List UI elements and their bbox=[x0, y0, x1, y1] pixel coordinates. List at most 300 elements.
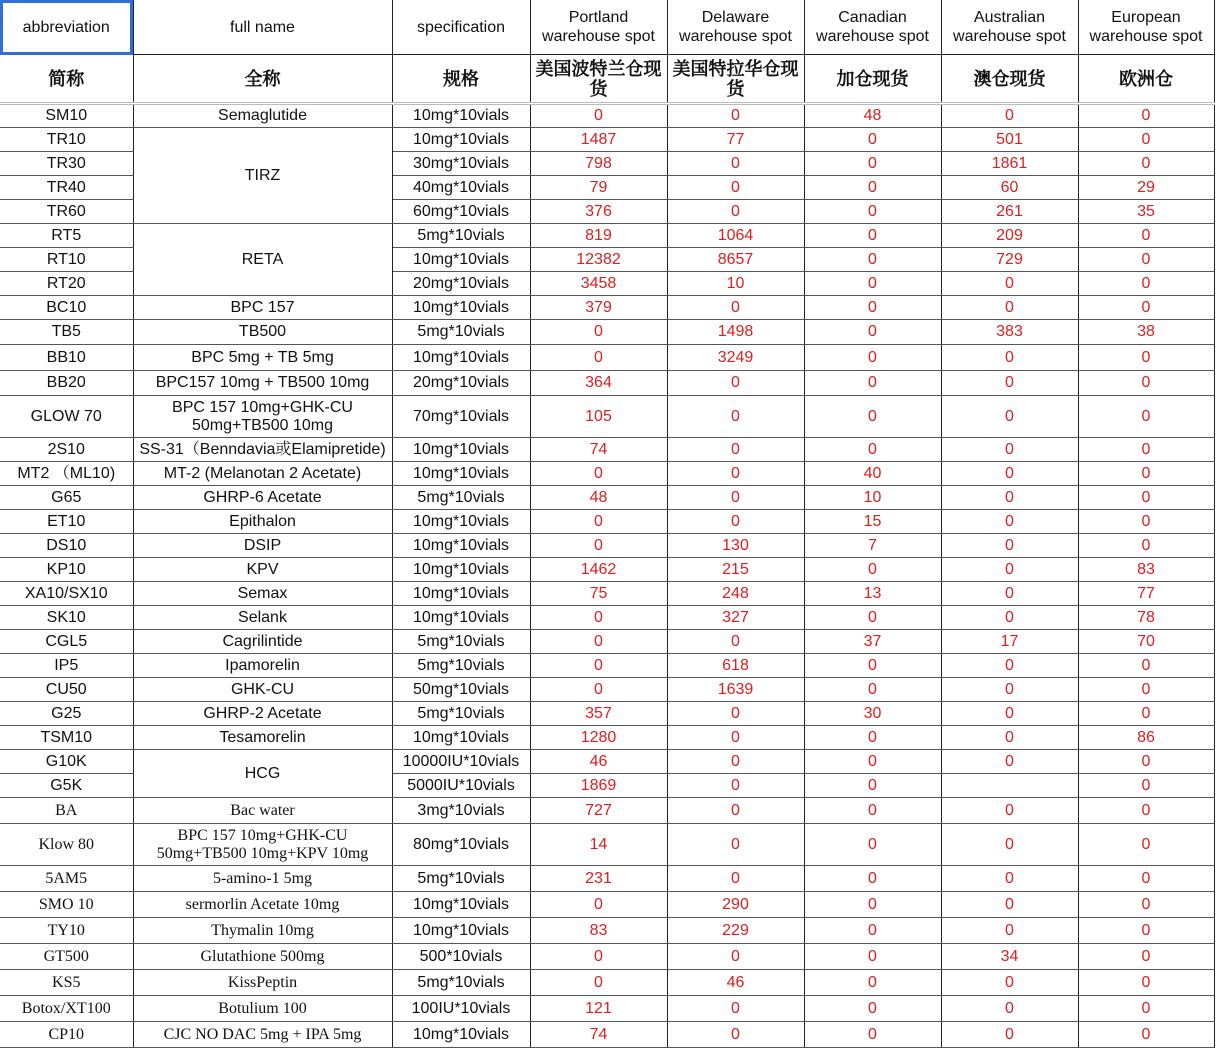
cell-portland-qty[interactable]: 0 bbox=[530, 606, 667, 630]
cell-abbreviation[interactable]: 2S10 bbox=[0, 438, 133, 462]
cell-delaware-qty[interactable]: 0 bbox=[667, 824, 804, 866]
cell-european-qty[interactable]: 0 bbox=[1078, 944, 1214, 970]
cell-delaware-qty[interactable]: 0 bbox=[667, 371, 804, 396]
cell-delaware-qty[interactable]: 0 bbox=[667, 296, 804, 320]
cell-australian-qty[interactable]: 0 bbox=[941, 798, 1078, 824]
cell-european-qty[interactable]: 0 bbox=[1078, 866, 1214, 892]
header-zh-european[interactable]: 欧洲仓 bbox=[1078, 55, 1214, 104]
cell-specification[interactable]: 10000IU*10vials bbox=[392, 750, 530, 774]
cell-specification[interactable]: 10mg*10vials bbox=[392, 510, 530, 534]
cell-australian-qty[interactable]: 0 bbox=[941, 396, 1078, 438]
cell-full-name[interactable]: 5-amino-1 5mg bbox=[133, 866, 392, 892]
cell-portland-qty[interactable]: 1869 bbox=[530, 774, 667, 798]
header-zh-australian[interactable]: 澳仓现货 bbox=[941, 55, 1078, 104]
cell-canadian-qty[interactable]: 0 bbox=[804, 320, 941, 345]
cell-portland-qty[interactable]: 74 bbox=[530, 1022, 667, 1048]
cell-delaware-qty[interactable]: 0 bbox=[667, 176, 804, 200]
cell-specification[interactable]: 5000IU*10vials bbox=[392, 774, 530, 798]
cell-european-qty[interactable]: 0 bbox=[1078, 296, 1214, 320]
cell-specification[interactable]: 10mg*10vials bbox=[392, 606, 530, 630]
cell-canadian-qty[interactable]: 0 bbox=[804, 798, 941, 824]
cell-abbreviation[interactable]: Botox/XT100 bbox=[0, 996, 133, 1022]
cell-portland-qty[interactable]: 0 bbox=[530, 630, 667, 654]
cell-abbreviation[interactable]: TY10 bbox=[0, 918, 133, 944]
cell-specification[interactable]: 20mg*10vials bbox=[392, 272, 530, 296]
cell-delaware-qty[interactable]: 0 bbox=[667, 1022, 804, 1048]
cell-delaware-qty[interactable]: 0 bbox=[667, 396, 804, 438]
cell-european-qty[interactable]: 0 bbox=[1078, 774, 1214, 798]
cell-australian-qty[interactable]: 1861 bbox=[941, 152, 1078, 176]
cell-specification[interactable]: 10mg*10vials bbox=[392, 438, 530, 462]
cell-full-name[interactable]: Semaglutide bbox=[133, 104, 392, 128]
cell-abbreviation[interactable]: CGL5 bbox=[0, 630, 133, 654]
cell-specification[interactable]: 5mg*10vials bbox=[392, 970, 530, 996]
cell-specification[interactable]: 70mg*10vials bbox=[392, 396, 530, 438]
cell-full-name[interactable]: BPC157 10mg + TB500 10mg bbox=[133, 371, 392, 396]
cell-australian-qty[interactable]: 0 bbox=[941, 678, 1078, 702]
cell-portland-qty[interactable]: 46 bbox=[530, 750, 667, 774]
cell-specification[interactable]: 5mg*10vials bbox=[392, 486, 530, 510]
cell-abbreviation[interactable]: KS5 bbox=[0, 970, 133, 996]
cell-european-qty[interactable]: 0 bbox=[1078, 798, 1214, 824]
cell-abbreviation[interactable]: CP10 bbox=[0, 1022, 133, 1048]
cell-australian-qty[interactable]: 209 bbox=[941, 224, 1078, 248]
cell-full-name[interactable]: Ipamorelin bbox=[133, 654, 392, 678]
cell-delaware-qty[interactable]: 0 bbox=[667, 510, 804, 534]
cell-canadian-qty[interactable]: 10 bbox=[804, 486, 941, 510]
header-portland[interactable]: Portland warehouse spot bbox=[530, 0, 667, 55]
cell-canadian-qty[interactable]: 37 bbox=[804, 630, 941, 654]
cell-australian-qty[interactable]: 0 bbox=[941, 750, 1078, 774]
cell-portland-qty[interactable]: 0 bbox=[530, 970, 667, 996]
header-full-name[interactable]: full name bbox=[133, 0, 392, 55]
cell-european-qty[interactable]: 0 bbox=[1078, 996, 1214, 1022]
cell-canadian-qty[interactable]: 0 bbox=[804, 272, 941, 296]
cell-specification[interactable]: 20mg*10vials bbox=[392, 371, 530, 396]
cell-portland-qty[interactable]: 0 bbox=[530, 510, 667, 534]
header-zh-abbreviation[interactable]: 简称 bbox=[0, 55, 133, 104]
cell-delaware-qty[interactable]: 618 bbox=[667, 654, 804, 678]
cell-full-name[interactable]: KissPeptin bbox=[133, 970, 392, 996]
cell-australian-qty[interactable]: 0 bbox=[941, 970, 1078, 996]
cell-portland-qty[interactable]: 14 bbox=[530, 824, 667, 866]
cell-full-name[interactable]: RETA bbox=[133, 224, 392, 296]
cell-abbreviation[interactable]: XA10/SX10 bbox=[0, 582, 133, 606]
cell-abbreviation[interactable]: GLOW 70 bbox=[0, 396, 133, 438]
cell-australian-qty[interactable]: 0 bbox=[941, 296, 1078, 320]
cell-australian-qty[interactable]: 34 bbox=[941, 944, 1078, 970]
cell-abbreviation[interactable]: RT5 bbox=[0, 224, 133, 248]
cell-canadian-qty[interactable]: 0 bbox=[804, 200, 941, 224]
cell-portland-qty[interactable]: 376 bbox=[530, 200, 667, 224]
cell-australian-qty[interactable]: 0 bbox=[941, 892, 1078, 918]
cell-specification[interactable]: 10mg*10vials bbox=[392, 104, 530, 128]
cell-australian-qty[interactable]: 0 bbox=[941, 866, 1078, 892]
cell-portland-qty[interactable]: 357 bbox=[530, 702, 667, 726]
cell-specification[interactable]: 5mg*10vials bbox=[392, 320, 530, 345]
cell-european-qty[interactable]: 0 bbox=[1078, 510, 1214, 534]
cell-portland-qty[interactable]: 727 bbox=[530, 798, 667, 824]
cell-delaware-qty[interactable]: 0 bbox=[667, 462, 804, 486]
cell-canadian-qty[interactable]: 40 bbox=[804, 462, 941, 486]
cell-specification[interactable]: 100IU*10vials bbox=[392, 996, 530, 1022]
cell-specification[interactable]: 10mg*10vials bbox=[392, 462, 530, 486]
cell-abbreviation[interactable]: G25 bbox=[0, 702, 133, 726]
cell-canadian-qty[interactable]: 0 bbox=[804, 558, 941, 582]
cell-abbreviation[interactable]: G65 bbox=[0, 486, 133, 510]
cell-abbreviation[interactable]: TR40 bbox=[0, 176, 133, 200]
cell-abbreviation[interactable]: TR10 bbox=[0, 128, 133, 152]
cell-delaware-qty[interactable]: 1064 bbox=[667, 224, 804, 248]
cell-delaware-qty[interactable]: 0 bbox=[667, 750, 804, 774]
cell-full-name[interactable]: CJC NO DAC 5mg + IPA 5mg bbox=[133, 1022, 392, 1048]
cell-canadian-qty[interactable]: 0 bbox=[804, 345, 941, 371]
cell-specification[interactable]: 10mg*10vials bbox=[392, 918, 530, 944]
cell-abbreviation[interactable]: TSM10 bbox=[0, 726, 133, 750]
cell-delaware-qty[interactable]: 0 bbox=[667, 798, 804, 824]
cell-portland-qty[interactable]: 0 bbox=[530, 944, 667, 970]
cell-full-name[interactable]: MT-2 (Melanotan 2 Acetate) bbox=[133, 462, 392, 486]
cell-specification[interactable]: 60mg*10vials bbox=[392, 200, 530, 224]
cell-delaware-qty[interactable]: 0 bbox=[667, 152, 804, 176]
cell-abbreviation[interactable]: 5AM5 bbox=[0, 866, 133, 892]
cell-australian-qty[interactable]: 17 bbox=[941, 630, 1078, 654]
cell-delaware-qty[interactable]: 0 bbox=[667, 630, 804, 654]
cell-abbreviation[interactable]: CU50 bbox=[0, 678, 133, 702]
cell-australian-qty[interactable]: 0 bbox=[941, 1022, 1078, 1048]
cell-specification[interactable]: 10mg*10vials bbox=[392, 892, 530, 918]
cell-specification[interactable]: 30mg*10vials bbox=[392, 152, 530, 176]
cell-european-qty[interactable]: 86 bbox=[1078, 726, 1214, 750]
cell-canadian-qty[interactable]: 7 bbox=[804, 534, 941, 558]
cell-delaware-qty[interactable]: 0 bbox=[667, 702, 804, 726]
cell-delaware-qty[interactable]: 229 bbox=[667, 918, 804, 944]
cell-european-qty[interactable]: 0 bbox=[1078, 345, 1214, 371]
cell-canadian-qty[interactable]: 0 bbox=[804, 396, 941, 438]
cell-european-qty[interactable]: 0 bbox=[1078, 678, 1214, 702]
cell-full-name[interactable]: sermorlin Acetate 10mg bbox=[133, 892, 392, 918]
header-zh-full-name[interactable]: 全称 bbox=[133, 55, 392, 104]
cell-canadian-qty[interactable]: 0 bbox=[804, 128, 941, 152]
cell-european-qty[interactable]: 0 bbox=[1078, 702, 1214, 726]
cell-specification[interactable]: 10mg*10vials bbox=[392, 534, 530, 558]
cell-delaware-qty[interactable]: 8657 bbox=[667, 248, 804, 272]
cell-portland-qty[interactable]: 798 bbox=[530, 152, 667, 176]
cell-abbreviation[interactable]: G5K bbox=[0, 774, 133, 798]
cell-delaware-qty[interactable]: 0 bbox=[667, 866, 804, 892]
cell-european-qty[interactable]: 0 bbox=[1078, 918, 1214, 944]
cell-specification[interactable]: 5mg*10vials bbox=[392, 630, 530, 654]
cell-european-qty[interactable]: 0 bbox=[1078, 371, 1214, 396]
cell-specification[interactable]: 5mg*10vials bbox=[392, 702, 530, 726]
cell-portland-qty[interactable]: 0 bbox=[530, 892, 667, 918]
cell-european-qty[interactable]: 0 bbox=[1078, 128, 1214, 152]
cell-canadian-qty[interactable]: 0 bbox=[804, 918, 941, 944]
cell-european-qty[interactable]: 0 bbox=[1078, 824, 1214, 866]
cell-australian-qty[interactable]: 0 bbox=[941, 371, 1078, 396]
header-abbreviation[interactable]: abbreviation bbox=[0, 0, 133, 55]
cell-canadian-qty[interactable]: 0 bbox=[804, 726, 941, 750]
cell-european-qty[interactable]: 0 bbox=[1078, 104, 1214, 128]
cell-european-qty[interactable]: 0 bbox=[1078, 272, 1214, 296]
cell-european-qty[interactable]: 0 bbox=[1078, 438, 1214, 462]
cell-portland-qty[interactable]: 3458 bbox=[530, 272, 667, 296]
cell-canadian-qty[interactable]: 0 bbox=[804, 892, 941, 918]
cell-portland-qty[interactable]: 0 bbox=[530, 678, 667, 702]
cell-european-qty[interactable]: 0 bbox=[1078, 486, 1214, 510]
cell-full-name[interactable]: Botulium 100 bbox=[133, 996, 392, 1022]
cell-full-name[interactable]: Bac water bbox=[133, 798, 392, 824]
cell-canadian-qty[interactable]: 0 bbox=[804, 438, 941, 462]
cell-canadian-qty[interactable]: 0 bbox=[804, 1022, 941, 1048]
header-european[interactable]: European warehouse spot bbox=[1078, 0, 1214, 55]
cell-full-name[interactable]: GHRP-6 Acetate bbox=[133, 486, 392, 510]
header-zh-delaware[interactable]: 美国特拉华仓现货 bbox=[667, 55, 804, 104]
cell-delaware-qty[interactable]: 0 bbox=[667, 104, 804, 128]
cell-specification[interactable]: 3mg*10vials bbox=[392, 798, 530, 824]
cell-full-name[interactable]: TB500 bbox=[133, 320, 392, 345]
cell-european-qty[interactable]: 0 bbox=[1078, 892, 1214, 918]
cell-portland-qty[interactable]: 819 bbox=[530, 224, 667, 248]
cell-portland-qty[interactable]: 12382 bbox=[530, 248, 667, 272]
cell-abbreviation[interactable]: SMO 10 bbox=[0, 892, 133, 918]
cell-european-qty[interactable]: 0 bbox=[1078, 1022, 1214, 1048]
cell-australian-qty[interactable]: 0 bbox=[941, 486, 1078, 510]
cell-abbreviation[interactable]: BC10 bbox=[0, 296, 133, 320]
cell-australian-qty[interactable]: 0 bbox=[941, 654, 1078, 678]
cell-abbreviation[interactable]: IP5 bbox=[0, 654, 133, 678]
cell-european-qty[interactable]: 0 bbox=[1078, 534, 1214, 558]
cell-full-name[interactable]: Semax bbox=[133, 582, 392, 606]
cell-australian-qty[interactable]: 60 bbox=[941, 176, 1078, 200]
cell-abbreviation[interactable]: RT20 bbox=[0, 272, 133, 296]
cell-portland-qty[interactable]: 48 bbox=[530, 486, 667, 510]
cell-full-name[interactable]: Cagrilintide bbox=[133, 630, 392, 654]
cell-abbreviation[interactable]: BB10 bbox=[0, 345, 133, 371]
cell-specification[interactable]: 40mg*10vials bbox=[392, 176, 530, 200]
cell-european-qty[interactable]: 0 bbox=[1078, 654, 1214, 678]
cell-delaware-qty[interactable]: 0 bbox=[667, 200, 804, 224]
cell-portland-qty[interactable]: 0 bbox=[530, 104, 667, 128]
cell-canadian-qty[interactable]: 0 bbox=[804, 176, 941, 200]
cell-full-name[interactable]: TIRZ bbox=[133, 128, 392, 224]
cell-full-name[interactable]: HCG bbox=[133, 750, 392, 798]
cell-delaware-qty[interactable]: 0 bbox=[667, 944, 804, 970]
header-specification[interactable]: specification bbox=[392, 0, 530, 55]
header-zh-portland[interactable]: 美国波特兰仓现货 bbox=[530, 55, 667, 104]
cell-portland-qty[interactable]: 105 bbox=[530, 396, 667, 438]
cell-european-qty[interactable]: 0 bbox=[1078, 152, 1214, 176]
cell-canadian-qty[interactable]: 0 bbox=[804, 224, 941, 248]
cell-australian-qty[interactable]: 0 bbox=[941, 606, 1078, 630]
cell-portland-qty[interactable]: 83 bbox=[530, 918, 667, 944]
cell-specification[interactable]: 10mg*10vials bbox=[392, 1022, 530, 1048]
cell-european-qty[interactable]: 78 bbox=[1078, 606, 1214, 630]
cell-full-name[interactable]: Epithalon bbox=[133, 510, 392, 534]
cell-portland-qty[interactable]: 1487 bbox=[530, 128, 667, 152]
cell-abbreviation[interactable]: Klow 80 bbox=[0, 824, 133, 866]
cell-australian-qty[interactable]: 0 bbox=[941, 104, 1078, 128]
header-zh-specification[interactable]: 规格 bbox=[392, 55, 530, 104]
cell-portland-qty[interactable]: 1280 bbox=[530, 726, 667, 750]
cell-australian-qty[interactable]: 261 bbox=[941, 200, 1078, 224]
cell-canadian-qty[interactable]: 13 bbox=[804, 582, 941, 606]
cell-abbreviation[interactable]: TR30 bbox=[0, 152, 133, 176]
cell-full-name[interactable]: BPC 157 10mg+GHK-CU 50mg+TB500 10mg bbox=[133, 396, 392, 438]
cell-canadian-qty[interactable]: 0 bbox=[804, 970, 941, 996]
cell-canadian-qty[interactable]: 0 bbox=[804, 774, 941, 798]
cell-abbreviation[interactable]: SK10 bbox=[0, 606, 133, 630]
cell-canadian-qty[interactable]: 0 bbox=[804, 371, 941, 396]
cell-australian-qty[interactable]: 0 bbox=[941, 510, 1078, 534]
cell-abbreviation[interactable]: G10K bbox=[0, 750, 133, 774]
cell-canadian-qty[interactable]: 0 bbox=[804, 678, 941, 702]
cell-portland-qty[interactable]: 0 bbox=[530, 462, 667, 486]
cell-australian-qty[interactable]: 0 bbox=[941, 726, 1078, 750]
cell-australian-qty[interactable]: 0 bbox=[941, 272, 1078, 296]
cell-specification[interactable]: 10mg*10vials bbox=[392, 345, 530, 371]
cell-specification[interactable]: 5mg*10vials bbox=[392, 224, 530, 248]
cell-canadian-qty[interactable]: 0 bbox=[804, 750, 941, 774]
cell-portland-qty[interactable]: 1462 bbox=[530, 558, 667, 582]
cell-full-name[interactable]: GHK-CU bbox=[133, 678, 392, 702]
cell-specification[interactable]: 5mg*10vials bbox=[392, 866, 530, 892]
cell-canadian-qty[interactable]: 0 bbox=[804, 248, 941, 272]
cell-specification[interactable]: 500*10vials bbox=[392, 944, 530, 970]
cell-delaware-qty[interactable]: 0 bbox=[667, 486, 804, 510]
cell-specification[interactable]: 80mg*10vials bbox=[392, 824, 530, 866]
cell-delaware-qty[interactable]: 130 bbox=[667, 534, 804, 558]
cell-delaware-qty[interactable]: 327 bbox=[667, 606, 804, 630]
cell-specification[interactable]: 10mg*10vials bbox=[392, 296, 530, 320]
cell-full-name[interactable]: BPC 157 10mg+GHK-CU 50mg+TB500 10mg+KPV 10mg bbox=[133, 824, 392, 866]
cell-delaware-qty[interactable]: 77 bbox=[667, 128, 804, 152]
cell-australian-qty[interactable]: 0 bbox=[941, 582, 1078, 606]
cell-canadian-qty[interactable]: 0 bbox=[804, 296, 941, 320]
cell-full-name[interactable]: Glutathione 500mg bbox=[133, 944, 392, 970]
cell-delaware-qty[interactable]: 1639 bbox=[667, 678, 804, 702]
cell-delaware-qty[interactable]: 0 bbox=[667, 996, 804, 1022]
cell-portland-qty[interactable]: 75 bbox=[530, 582, 667, 606]
cell-australian-qty[interactable]: 0 bbox=[941, 996, 1078, 1022]
cell-european-qty[interactable]: 0 bbox=[1078, 224, 1214, 248]
cell-specification[interactable]: 10mg*10vials bbox=[392, 248, 530, 272]
cell-specification[interactable]: 10mg*10vials bbox=[392, 128, 530, 152]
cell-specification[interactable]: 50mg*10vials bbox=[392, 678, 530, 702]
cell-european-qty[interactable]: 0 bbox=[1078, 248, 1214, 272]
cell-australian-qty[interactable]: 501 bbox=[941, 128, 1078, 152]
cell-portland-qty[interactable]: 0 bbox=[530, 345, 667, 371]
cell-european-qty[interactable]: 70 bbox=[1078, 630, 1214, 654]
cell-portland-qty[interactable]: 379 bbox=[530, 296, 667, 320]
cell-abbreviation[interactable]: MT2 （ML10) bbox=[0, 462, 133, 486]
cell-canadian-qty[interactable]: 0 bbox=[804, 866, 941, 892]
header-zh-canadian[interactable]: 加仓现货 bbox=[804, 55, 941, 104]
cell-european-qty[interactable]: 0 bbox=[1078, 396, 1214, 438]
cell-australian-qty[interactable] bbox=[941, 774, 1078, 798]
cell-abbreviation[interactable]: BA bbox=[0, 798, 133, 824]
cell-abbreviation[interactable]: KP10 bbox=[0, 558, 133, 582]
cell-canadian-qty[interactable]: 30 bbox=[804, 702, 941, 726]
cell-australian-qty[interactable]: 0 bbox=[941, 558, 1078, 582]
cell-abbreviation[interactable]: DS10 bbox=[0, 534, 133, 558]
cell-full-name[interactable]: KPV bbox=[133, 558, 392, 582]
cell-european-qty[interactable]: 77 bbox=[1078, 582, 1214, 606]
cell-australian-qty[interactable]: 383 bbox=[941, 320, 1078, 345]
cell-specification[interactable]: 10mg*10vials bbox=[392, 558, 530, 582]
cell-australian-qty[interactable]: 0 bbox=[941, 824, 1078, 866]
cell-full-name[interactable]: Tesamorelin bbox=[133, 726, 392, 750]
cell-delaware-qty[interactable]: 248 bbox=[667, 582, 804, 606]
cell-full-name[interactable]: BPC 5mg + TB 5mg bbox=[133, 345, 392, 371]
cell-abbreviation[interactable]: ET10 bbox=[0, 510, 133, 534]
cell-european-qty[interactable]: 35 bbox=[1078, 200, 1214, 224]
cell-specification[interactable]: 10mg*10vials bbox=[392, 582, 530, 606]
cell-australian-qty[interactable]: 0 bbox=[941, 702, 1078, 726]
cell-canadian-qty[interactable]: 15 bbox=[804, 510, 941, 534]
cell-delaware-qty[interactable]: 10 bbox=[667, 272, 804, 296]
cell-delaware-qty[interactable]: 1498 bbox=[667, 320, 804, 345]
cell-canadian-qty[interactable]: 0 bbox=[804, 996, 941, 1022]
cell-specification[interactable]: 10mg*10vials bbox=[392, 726, 530, 750]
cell-full-name[interactable]: SS-31（Benndavia或Elamipretide) bbox=[133, 438, 392, 462]
cell-australian-qty[interactable]: 729 bbox=[941, 248, 1078, 272]
cell-canadian-qty[interactable]: 0 bbox=[804, 152, 941, 176]
cell-abbreviation[interactable]: SM10 bbox=[0, 104, 133, 128]
cell-canadian-qty[interactable]: 0 bbox=[804, 654, 941, 678]
cell-full-name[interactable]: Selank bbox=[133, 606, 392, 630]
cell-canadian-qty[interactable]: 0 bbox=[804, 606, 941, 630]
cell-australian-qty[interactable]: 0 bbox=[941, 918, 1078, 944]
cell-portland-qty[interactable]: 74 bbox=[530, 438, 667, 462]
cell-delaware-qty[interactable]: 0 bbox=[667, 726, 804, 750]
cell-portland-qty[interactable]: 0 bbox=[530, 534, 667, 558]
cell-portland-qty[interactable]: 0 bbox=[530, 654, 667, 678]
cell-european-qty[interactable]: 83 bbox=[1078, 558, 1214, 582]
cell-european-qty[interactable]: 0 bbox=[1078, 462, 1214, 486]
cell-full-name[interactable]: Thymalin 10mg bbox=[133, 918, 392, 944]
cell-full-name[interactable]: BPC 157 bbox=[133, 296, 392, 320]
cell-european-qty[interactable]: 0 bbox=[1078, 750, 1214, 774]
cell-abbreviation[interactable]: TB5 bbox=[0, 320, 133, 345]
cell-specification[interactable]: 5mg*10vials bbox=[392, 654, 530, 678]
cell-australian-qty[interactable]: 0 bbox=[941, 462, 1078, 486]
cell-delaware-qty[interactable]: 0 bbox=[667, 774, 804, 798]
cell-portland-qty[interactable]: 231 bbox=[530, 866, 667, 892]
cell-delaware-qty[interactable]: 215 bbox=[667, 558, 804, 582]
cell-portland-qty[interactable]: 79 bbox=[530, 176, 667, 200]
cell-australian-qty[interactable]: 0 bbox=[941, 345, 1078, 371]
cell-full-name[interactable]: GHRP-2 Acetate bbox=[133, 702, 392, 726]
cell-canadian-qty[interactable]: 0 bbox=[804, 944, 941, 970]
cell-european-qty[interactable]: 0 bbox=[1078, 970, 1214, 996]
cell-portland-qty[interactable]: 121 bbox=[530, 996, 667, 1022]
cell-delaware-qty[interactable]: 46 bbox=[667, 970, 804, 996]
cell-abbreviation[interactable]: RT10 bbox=[0, 248, 133, 272]
cell-australian-qty[interactable]: 0 bbox=[941, 438, 1078, 462]
cell-delaware-qty[interactable]: 290 bbox=[667, 892, 804, 918]
header-canadian[interactable]: Canadian warehouse spot bbox=[804, 0, 941, 55]
header-australian[interactable]: Australian warehouse spot bbox=[941, 0, 1078, 55]
cell-european-qty[interactable]: 29 bbox=[1078, 176, 1214, 200]
cell-canadian-qty[interactable]: 48 bbox=[804, 104, 941, 128]
cell-portland-qty[interactable]: 0 bbox=[530, 320, 667, 345]
cell-australian-qty[interactable]: 0 bbox=[941, 534, 1078, 558]
cell-delaware-qty[interactable]: 3249 bbox=[667, 345, 804, 371]
cell-portland-qty[interactable]: 364 bbox=[530, 371, 667, 396]
cell-abbreviation[interactable]: BB20 bbox=[0, 371, 133, 396]
cell-european-qty[interactable]: 38 bbox=[1078, 320, 1214, 345]
